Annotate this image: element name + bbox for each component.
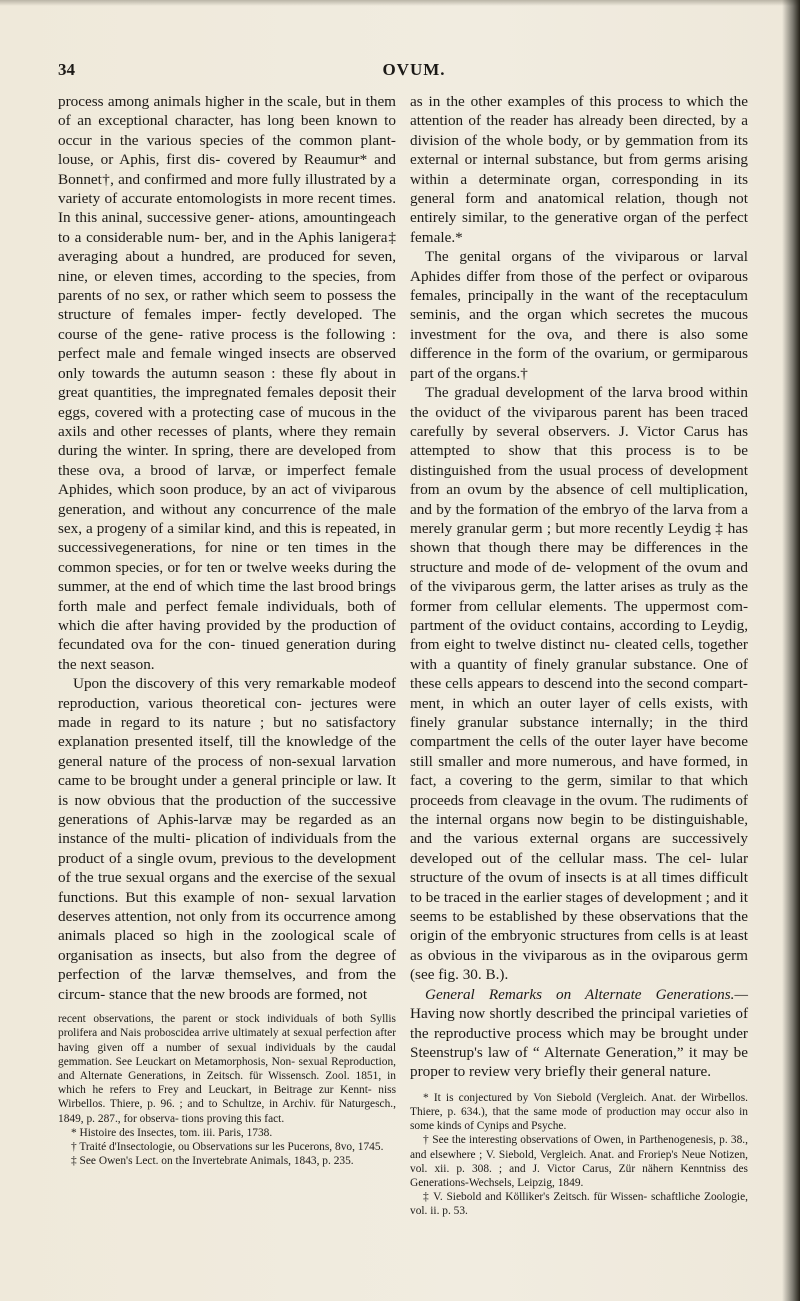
- footnote: ‡ See Owen's Lect. on the Invertebrate Animals, 1843, p. 235.: [71, 1155, 354, 1168]
- footnotes: [58, 1012, 396, 1168]
- running-title: OVUM.: [382, 60, 446, 79]
- footnote: ‡ V. Siebold and Kölliker's Zeitsch. für Wissen- schaftliche Zoologie, vol. ii. p. 53.: [410, 1191, 748, 1218]
- footnote: * It is conjectured by Von Siebold (Vergleich. Anat. der Wirbellos. Thiere, p. 634.), that the same mode of production may occur also in some kinds of Cynips and Psyche.: [410, 1091, 748, 1133]
- right-column: [410, 92, 748, 1219]
- footnote: † Traité d'Insectologie, ou Observations sur les Pucerons, 8vo, 1745.: [71, 1140, 384, 1153]
- paragraph: The gradual development of the larva brood within the oviduct of the viviparous parent has been traced carefully by several observers. J. Victor Carus has attempted to show that this process is to be distinguished from the usual process of development from an ovum by the absence of cell multiplication, and by the formation of the embryo of the larva from a merely granular germ ; but more recently Leydig ‡ has shown that though there may be differences in the structure and mode of de- velopment of the ovum and of the viviparous germ, the latter arises as truly as the former from cellular elements. The uppermost com- partment of the oviduct contains, according to Leydig, from eight to twelve distinct nu- cleated cells, together with a quantity of finely granular substance. One of these cells appears to descend into the second compart- ment, in which an outer layer of cells exists, with finely granular substance internally; in the third compartment the cells of the outer layer have become still smaller and more numerous, and have formed, in fact, a covering to the germ, similar to that which proceeds from cleavage in the ovum. The rudiments of the internal organs now begin to be distinguishable, and the various external organs are successively developed out of the cellular mass. The cel- lular structure of the ovum of insects is at all times difficult to be traced in the earlier stages of development ; and it seems to be established by these observations that the origin of the embryonic structures from cells is at least as obvious in the viviparous as in the oviparous germ (see fig. 30. B.).: [410, 384, 748, 984]
- page-header: [58, 60, 770, 84]
- page-number: 34: [58, 60, 75, 79]
- section-text: Having now shortly described the principal varieties of the reproductive process which may be brought under Steenstrup's law of “ Alternate Generation,” it may be proper to review very briefly their general nature.: [410, 1005, 748, 1081]
- paragraph: Upon the discovery of this very remarkable modeof reproduction, various theoretical con- jectures were made in regard to its nature ; but no satisfactory explanation presented itself, till the knowledge of the general nature of the process of non-sexual larvation came to be brought under a general principle or law. It is now obvious that the production of the successive generations of Aphis-larvæ may be regarded as an instance of the multi- plication of individuals from the product of a single ovum, previous to the development of the true sexual organs and the exercise of the sexual functions. But this example of non- sexual larvation deserves attention, not only from its occurrence among animals placed so high in the zoological scale of organisation as insects, but also from the degree of perfection of the larvæ themselves, and from the circum- stance that the new broods are formed, not: [58, 675, 396, 1003]
- section-heading: General Remarks on Alternate Generations.—: [425, 985, 748, 1003]
- paragraph: process among animals higher in the scale, but in them of an exceptional character, has long been known to occur in the various species of the common plant-louse, or Aphis, first dis- covered by Reaumur* and Bonnet†, and confirmed and more fully illustrated by a variety of accurate entomologists in more recent times. In this aninal, successive gener- ations, amountingeach to a considerable num- ber, and in the Aphis lanigera‡ averaging about a hundred, are produced for seven, nine, or eleven times, according to the species, from parents of no sex, or rather which seem to possess the structure of females imper- fectly developed. The course of the gene- rative process is the following : perfect male and female winged insects are observed only towards the autumn season : these fly about in great quantities, the impregnated females deposit their eggs, covered with a protecting case of mucous in the axils and other recesses of plants, where they remain during the winter. In spring, there are developed from these ova, a brood of larvæ, or imperfect female Aphides, which soon produce, by an act of viviparous generation, and without any concurrence of the male sex, a progeny of a similar kind, and this is repeated, in successivegenerations, for nine or ten times in the common species, or for ten or twelve weeks during the summer, at the end of which time the last brood brings forth male and perfect female individuals, both of which die after having provided by the production of fecundated ova for the con- tinued generation during the next season.: [58, 93, 396, 673]
- binding-shadow: [782, 0, 800, 1301]
- footnotes: [410, 1091, 748, 1219]
- section-paragraph: [410, 985, 748, 1082]
- left-column: [58, 92, 396, 1168]
- paragraph: as in the other examples of this process to which the attention of the reader has already been directed, by a division of the whole body, or by gemmation from its external or internal substance, but from germs arising within a determinate organ, corresponding in its general form and anatomical relation, though not entirely similar, to the generative organ of the perfect female.*: [410, 93, 748, 246]
- footnote: * Histoire des Insectes, tom. iii. Paris, 1738.: [71, 1126, 273, 1139]
- paragraph: The genital organs of the viviparous or larval Aphides differ from those of the perfect or oviparous females, principally in the want of the receptaculum seminis, and the organ which secretes the mucous investment for the ova, and there is also some difference in the form of the ovarium, or germiparous part of the organs.†: [410, 248, 748, 382]
- footnote: † See the interesting observations of Owen, in Parthenogenesis, p. 38., and elsewhere ; V. Siebold, Vergleich. Anat. and Froriep's Neue Notizen, vol. xii. p. 308. ; and J. Victor Carus, Zür nähern Kenntniss des Generations-Wechsels, Leipzig, 1849.: [410, 1134, 748, 1189]
- page-top-edge: [0, 0, 800, 6]
- footnote: recent observations, the parent or stock individuals of both Syllis prolifera and Nais proboscidea arrive ultimately at sexual perfection after having given off a number of sexual individuals by the caudal gemmation. See Leuckart on Metamorphosis, Non- sexual Reproduction, and Alternate Generations, in Zeitsch. für Wissensch. Zool. 1851, in which he refers to Frey and Leuckart, in Beitrage zur Kennt- niss Wirbellos. Thiere, p. 96. ; and to Schultze, in Archiv. für Naturgesch., 1849, p. 287., for observa- tions proving this fact.: [58, 1013, 396, 1125]
